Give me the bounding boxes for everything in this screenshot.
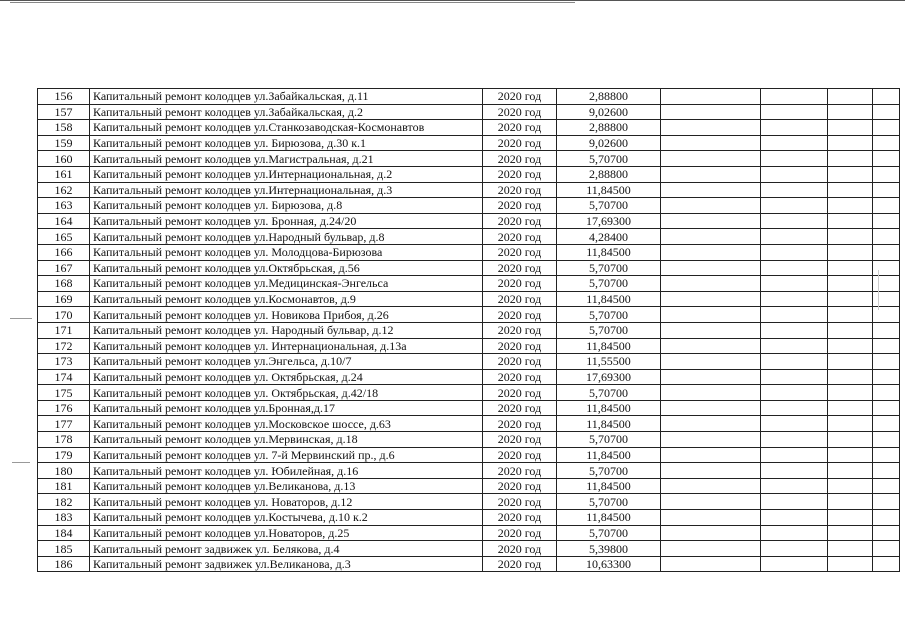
row-amount: 9,02600 [557,104,661,120]
empty-cell [661,120,761,136]
row-amount: 5,70700 [557,151,661,167]
empty-cell [828,416,873,432]
empty-cell [828,525,873,541]
empty-cell [661,369,761,385]
table-row [38,151,900,167]
empty-cell [828,166,873,182]
empty-cell [828,322,873,338]
row-number: 185 [38,541,90,557]
row-year: 2020 год [483,385,557,401]
empty-cell [828,244,873,260]
empty-cell [828,494,873,510]
empty-cell [661,416,761,432]
row-number: 184 [38,525,90,541]
row-number: 186 [38,556,90,572]
empty-cell [661,229,761,245]
empty-cell [828,151,873,167]
empty-cell [761,213,828,229]
row-number: 162 [38,182,90,198]
table-row [38,525,900,541]
table-row [38,276,900,292]
row-number: 176 [38,400,90,416]
row-year: 2020 год [483,416,557,432]
empty-cell [828,478,873,494]
empty-cell [828,276,873,292]
empty-cell [661,447,761,463]
table-row [38,478,900,494]
row-year: 2020 год [483,447,557,463]
empty-cell [873,463,900,479]
table-body [38,89,900,572]
row-year: 2020 год [483,432,557,448]
row-description: Капитальный ремонт колодцев ул.Московское шоссе, д.63 [90,416,483,432]
row-year: 2020 год [483,120,557,136]
empty-cell [828,447,873,463]
row-year: 2020 год [483,104,557,120]
row-number: 168 [38,276,90,292]
row-description: Капитальный ремонт колодцев ул.Медицинская-Энгельса [90,276,483,292]
empty-cell [761,166,828,182]
row-description: Капитальный ремонт колодцев ул. Октябрьская, д.24 [90,369,483,385]
row-description: Капитальный ремонт колодцев ул. Народный бульвар, д.12 [90,322,483,338]
empty-cell [828,354,873,370]
row-year: 2020 год [483,276,557,292]
empty-cell [661,541,761,557]
empty-cell [828,135,873,151]
row-description: Капитальный ремонт колодцев ул.Костычева, д.10 к.2 [90,510,483,526]
row-amount: 5,70700 [557,198,661,214]
row-description: Капитальный ремонт колодцев ул. Бирюзова, д.30 к.1 [90,135,483,151]
row-number: 156 [38,89,90,105]
empty-cell [828,198,873,214]
empty-cell [873,494,900,510]
row-description: Капитальный ремонт колодцев ул.Великанова, д.13 [90,478,483,494]
empty-cell [661,213,761,229]
row-year: 2020 год [483,510,557,526]
empty-cell [761,120,828,136]
row-amount: 5,70700 [557,494,661,510]
row-number: 178 [38,432,90,448]
row-year: 2020 год [483,198,557,214]
row-description: Капитальный ремонт колодцев ул.Магистральная, д.21 [90,151,483,167]
table-row [38,244,900,260]
row-description: Капитальный ремонт колодцев ул. Новаторов, д.12 [90,494,483,510]
row-description: Капитальный ремонт колодцев ул. Юбилейная, д.16 [90,463,483,479]
row-number: 166 [38,244,90,260]
empty-cell [761,385,828,401]
row-year: 2020 год [483,89,557,105]
empty-cell [873,416,900,432]
row-amount: 11,55500 [557,354,661,370]
empty-cell [761,276,828,292]
table-row [38,447,900,463]
row-description: Капитальный ремонт колодцев ул.Забайкальская, д.2 [90,104,483,120]
row-amount: 11,84500 [557,510,661,526]
row-number: 160 [38,151,90,167]
table-row [38,416,900,432]
row-amount: 2,88800 [557,89,661,105]
empty-cell [828,120,873,136]
row-amount: 11,84500 [557,400,661,416]
row-amount: 5,70700 [557,260,661,276]
empty-cell [873,276,900,292]
empty-cell [761,322,828,338]
empty-cell [873,385,900,401]
row-amount: 5,39800 [557,541,661,557]
row-amount: 11,84500 [557,478,661,494]
empty-cell [873,432,900,448]
table-row [38,260,900,276]
empty-cell [761,541,828,557]
row-description: Капитальный ремонт колодцев ул. Молодцова-Бирюзова [90,244,483,260]
empty-cell [873,369,900,385]
empty-cell [761,478,828,494]
row-description: Капитальный ремонт колодцев ул. Бирюзова, д.8 [90,198,483,214]
empty-cell [873,151,900,167]
row-description: Капитальный ремонт колодцев ул.Интернациональная, д.3 [90,182,483,198]
row-number: 169 [38,291,90,307]
row-description: Капитальный ремонт колодцев ул.Станкозаводская-Космонавтов [90,120,483,136]
empty-cell [873,104,900,120]
empty-cell [873,120,900,136]
empty-cell [828,432,873,448]
row-year: 2020 год [483,213,557,229]
row-amount: 4,28400 [557,229,661,245]
row-amount: 5,70700 [557,307,661,323]
row-description: Капитальный ремонт задвижек ул.Великанова, д.3 [90,556,483,572]
row-year: 2020 год [483,463,557,479]
row-year: 2020 год [483,369,557,385]
empty-cell [661,322,761,338]
table-row [38,104,900,120]
empty-cell [828,291,873,307]
empty-cell [873,244,900,260]
row-amount: 2,88800 [557,120,661,136]
empty-cell [761,525,828,541]
row-description: Капитальный ремонт колодцев ул.Энгельса, д.10/7 [90,354,483,370]
table-row [38,338,900,354]
row-amount: 5,70700 [557,385,661,401]
row-description: Капитальный ремонт колодцев ул.Интернациональная, д.2 [90,166,483,182]
empty-cell [873,541,900,557]
row-year: 2020 год [483,244,557,260]
row-number: 170 [38,307,90,323]
empty-cell [761,89,828,105]
table-row [38,229,900,245]
empty-cell [828,307,873,323]
empty-cell [761,369,828,385]
empty-cell [873,478,900,494]
row-number: 181 [38,478,90,494]
empty-cell [661,198,761,214]
empty-cell [828,229,873,245]
row-amount: 17,69300 [557,213,661,229]
row-number: 161 [38,166,90,182]
table-row [38,322,900,338]
row-number: 159 [38,135,90,151]
row-year: 2020 год [483,322,557,338]
empty-cell [761,447,828,463]
empty-cell [873,338,900,354]
empty-cell [873,166,900,182]
empty-cell [873,229,900,245]
empty-cell [828,385,873,401]
scan-speck [10,318,32,319]
empty-cell [661,556,761,572]
empty-cell [873,307,900,323]
empty-cell [661,432,761,448]
empty-cell [828,338,873,354]
page-top-rule-secondary [10,2,575,3]
row-number: 173 [38,354,90,370]
table-row [38,463,900,479]
row-description: Капитальный ремонт колодцев ул. 7-й Мервинский пр., д.6 [90,447,483,463]
empty-cell [661,338,761,354]
table-row [38,385,900,401]
empty-cell [873,260,900,276]
row-year: 2020 год [483,478,557,494]
row-amount: 5,70700 [557,463,661,479]
empty-cell [828,104,873,120]
empty-cell [828,213,873,229]
row-description: Капитальный ремонт колодцев ул.Народный бульвар, д.8 [90,229,483,245]
table-row [38,182,900,198]
row-year: 2020 год [483,556,557,572]
empty-cell [661,166,761,182]
table-row [38,369,900,385]
empty-cell [761,510,828,526]
row-year: 2020 год [483,541,557,557]
row-amount: 11,84500 [557,447,661,463]
empty-cell [761,260,828,276]
table-row [38,120,900,136]
table-row [38,354,900,370]
empty-cell [661,307,761,323]
row-year: 2020 год [483,260,557,276]
empty-cell [761,182,828,198]
table-row [38,556,900,572]
empty-cell [761,307,828,323]
row-year: 2020 год [483,166,557,182]
table-row [38,307,900,323]
row-amount: 5,70700 [557,525,661,541]
empty-cell [661,478,761,494]
row-number: 177 [38,416,90,432]
row-number: 157 [38,104,90,120]
row-number: 163 [38,198,90,214]
empty-cell [661,104,761,120]
row-year: 2020 год [483,525,557,541]
row-description: Капитальный ремонт колодцев ул.Бронная,д.17 [90,400,483,416]
empty-cell [661,494,761,510]
empty-cell [761,338,828,354]
empty-cell [661,400,761,416]
empty-cell [828,400,873,416]
empty-cell [873,182,900,198]
empty-cell [661,525,761,541]
row-number: 165 [38,229,90,245]
scan-speck [12,462,30,463]
table-row [38,400,900,416]
row-number: 182 [38,494,90,510]
empty-cell [761,463,828,479]
empty-cell [828,556,873,572]
row-number: 167 [38,260,90,276]
empty-cell [873,135,900,151]
row-year: 2020 год [483,307,557,323]
empty-cell [661,260,761,276]
table-row [38,494,900,510]
row-number: 179 [38,447,90,463]
empty-cell [828,463,873,479]
row-amount: 5,70700 [557,322,661,338]
row-number: 164 [38,213,90,229]
empty-cell [661,354,761,370]
empty-cell [661,510,761,526]
row-description: Капитальный ремонт задвижек ул. Белякова, д.4 [90,541,483,557]
empty-cell [761,494,828,510]
row-number: 174 [38,369,90,385]
table-row [38,198,900,214]
row-description: Капитальный ремонт колодцев ул.Новаторов, д.25 [90,525,483,541]
row-amount: 11,84500 [557,182,661,198]
row-number: 175 [38,385,90,401]
row-amount: 11,84500 [557,416,661,432]
table-row [38,89,900,105]
table-row [38,432,900,448]
row-year: 2020 год [483,291,557,307]
row-amount: 11,84500 [557,338,661,354]
empty-cell [828,260,873,276]
empty-cell [873,291,900,307]
empty-cell [873,354,900,370]
empty-cell [761,104,828,120]
empty-cell [873,400,900,416]
table-row [38,166,900,182]
empty-cell [873,525,900,541]
row-year: 2020 год [483,338,557,354]
row-number: 171 [38,322,90,338]
row-year: 2020 год [483,182,557,198]
row-amount: 9,02600 [557,135,661,151]
empty-cell [661,291,761,307]
row-description: Капитальный ремонт колодцев ул. Интернациональная, д.13а [90,338,483,354]
table-row [38,541,900,557]
empty-cell [828,510,873,526]
row-year: 2020 год [483,494,557,510]
empty-cell [873,198,900,214]
row-description: Капитальный ремонт колодцев ул.Мервинская, д.18 [90,432,483,448]
empty-cell [828,369,873,385]
empty-cell [661,89,761,105]
empty-cell [661,244,761,260]
row-amount: 2,88800 [557,166,661,182]
empty-cell [661,463,761,479]
empty-cell [761,135,828,151]
row-description: Капитальный ремонт колодцев ул.Космонавтов, д.9 [90,291,483,307]
row-number: 183 [38,510,90,526]
row-amount: 11,84500 [557,291,661,307]
page-top-rule [0,0,905,1]
empty-cell [661,135,761,151]
row-year: 2020 год [483,151,557,167]
row-description: Капитальный ремонт колодцев ул. Бронная, д.24/20 [90,213,483,229]
row-number: 158 [38,120,90,136]
row-number: 172 [38,338,90,354]
table-row [38,291,900,307]
empty-cell [873,510,900,526]
empty-cell [873,322,900,338]
row-year: 2020 год [483,354,557,370]
empty-cell [873,213,900,229]
empty-cell [873,89,900,105]
row-amount: 11,84500 [557,244,661,260]
empty-cell [873,447,900,463]
table-row [38,213,900,229]
row-amount: 17,69300 [557,369,661,385]
empty-cell [873,556,900,572]
empty-cell [828,89,873,105]
empty-cell [761,229,828,245]
empty-cell [761,354,828,370]
row-description: Капитальный ремонт колодцев ул. Новикова Прибоя, д.26 [90,307,483,323]
empty-cell [761,432,828,448]
empty-cell [761,244,828,260]
row-year: 2020 год [483,135,557,151]
table-row [38,510,900,526]
empty-cell [761,198,828,214]
row-description: Капитальный ремонт колодцев ул.Забайкальская, д.11 [90,89,483,105]
empty-cell [761,556,828,572]
empty-cell [661,151,761,167]
empty-cell [761,416,828,432]
empty-cell [828,182,873,198]
empty-cell [761,400,828,416]
empty-cell [761,151,828,167]
repair-plan-table [37,88,900,572]
row-description: Капитальный ремонт колодцев ул.Октябрьская, д.56 [90,260,483,276]
empty-cell [661,182,761,198]
row-amount: 5,70700 [557,276,661,292]
row-number: 180 [38,463,90,479]
table-row [38,135,900,151]
empty-cell [761,291,828,307]
scan-speck [878,270,879,310]
row-year: 2020 год [483,229,557,245]
empty-cell [661,276,761,292]
empty-cell [828,541,873,557]
row-amount: 5,70700 [557,432,661,448]
empty-cell [661,385,761,401]
row-year: 2020 год [483,400,557,416]
row-description: Капитальный ремонт колодцев ул. Октябрьская, д.42/18 [90,385,483,401]
row-amount: 10,63300 [557,556,661,572]
